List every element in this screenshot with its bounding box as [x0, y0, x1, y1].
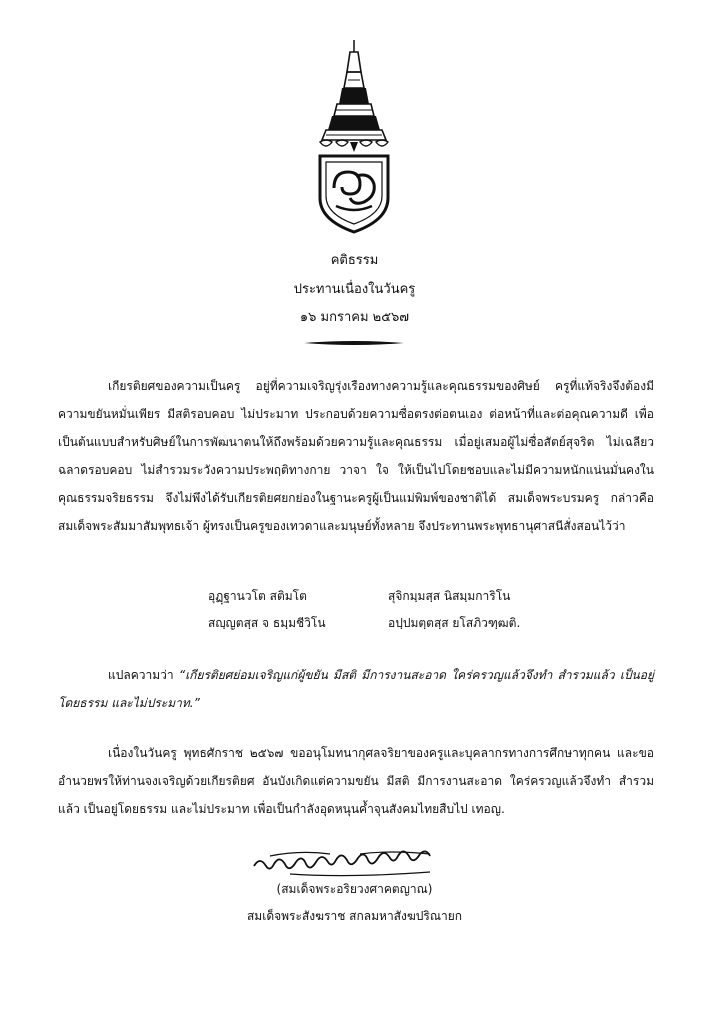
paragraph-blessing: เนื่องในวันครู พุทธศักราช ๒๕๖๗ ขออนุโมทนากุศลจริยาของครูและบุคลากรทางการศึกษาทุกคน และขออำนวยพรให้ท่านจงเจริญด้วยเกียรติยศ อันบังเกิดแต่ความขยัน มีสติ มีการงานสะอาด ใคร่ครวญแล้วจึงทำ สำรวมแล้ว เป็นอยู่โดยธรรม และไม่ประมาท เพื่อเป็นกำลังอุดหนุนค้ำจุนสังคมไทยสืบไป เทอญ.: [58, 746, 654, 816]
translation-quote: “เกียรติยศย่อมเจริญแก่ผู้ขยัน มีสติ มีการงานสะอาด ใคร่ครวญแล้วจึงทำ สำรวมแล้ว เป็นอยู่โดยธรรม และไม่ประมาท.”: [58, 668, 654, 710]
verse-line-1-left: อุฏฺฐานวโต สติมโต: [208, 589, 307, 603]
paragraph-intro: เกียรติยศของความเป็นครู อยู่ที่ความเจริญรุ่งเรืองทางความรู้และคุณธรรมของศิษย์ ครูที่แท้จริงจึงต้องมีความขยันหมั่นเพียร มีสติรอบคอบ ไม่ประมาท ประกอบด้วยความซื่อตรงต่อตนเอง ต่อหน้าที่และต่อคุณความดี เพื่อเป็นต้นแบบสำหรับศิษย์ในการพัฒนาตนให้ถึงพร้อมด้วยความรู้และคุณธรรม เมื่อยู่เสมอผู้ไม่ซื่อสัตย์สุจริต ไม่เฉลียวฉลาดรอบคอบ ไม่สำรวมระวังความประพฤติทางกาย วาจา ใจ ให้เป็นไปโดยชอบและไม่มีความหนักแน่นมั่นคงในคุณธรรมจริยธรรม จึงไม่พึงได้รับเกียรติยศยกย่องในฐานะครูผู้เป็นแม่พิมพ์ของชาติได้ สมเด็จพระบรมครู กล่าวคือ สมเด็จพระสัมมาสัมพุทธเจ้า ผู้ทรงเป็นครูของเทวดาและมนุษย์ทั้งหลาย จึงประทานพระพุทธานุศาสนีสั่งสอนไว้ว่า: [58, 379, 654, 533]
document-title: คติธรรม: [330, 253, 379, 268]
handwritten-signature: [250, 848, 460, 878]
verse-line-2-right: อปฺปมตฺตสฺส ยโสภิวฑฺฒติ.: [388, 616, 521, 630]
signatory-title: สมเด็จพระสังฆราช สกลมหาสังฆปริณายก: [246, 909, 462, 923]
translation-prefix: แปลความว่า: [108, 668, 179, 682]
verse-line-1-right: สุจิกมฺมสฺส นิสมฺมการิโน: [388, 589, 511, 603]
royal-emblem-icon: [306, 38, 402, 234]
paragraph-translation: [58, 661, 654, 717]
signatory-name: (สมเด็จพระอริยวงศาคตญาณ): [276, 882, 433, 896]
ornament-divider-icon: [302, 339, 406, 347]
document-subtitle: ประทานเนื่องในวันครู: [293, 282, 416, 297]
document-date: ๑๖ มกราคม ๒๕๖๗: [299, 310, 410, 325]
verse-line-2-left: สญฺญตสฺส จ ธมฺมชีวิโน: [208, 616, 326, 630]
